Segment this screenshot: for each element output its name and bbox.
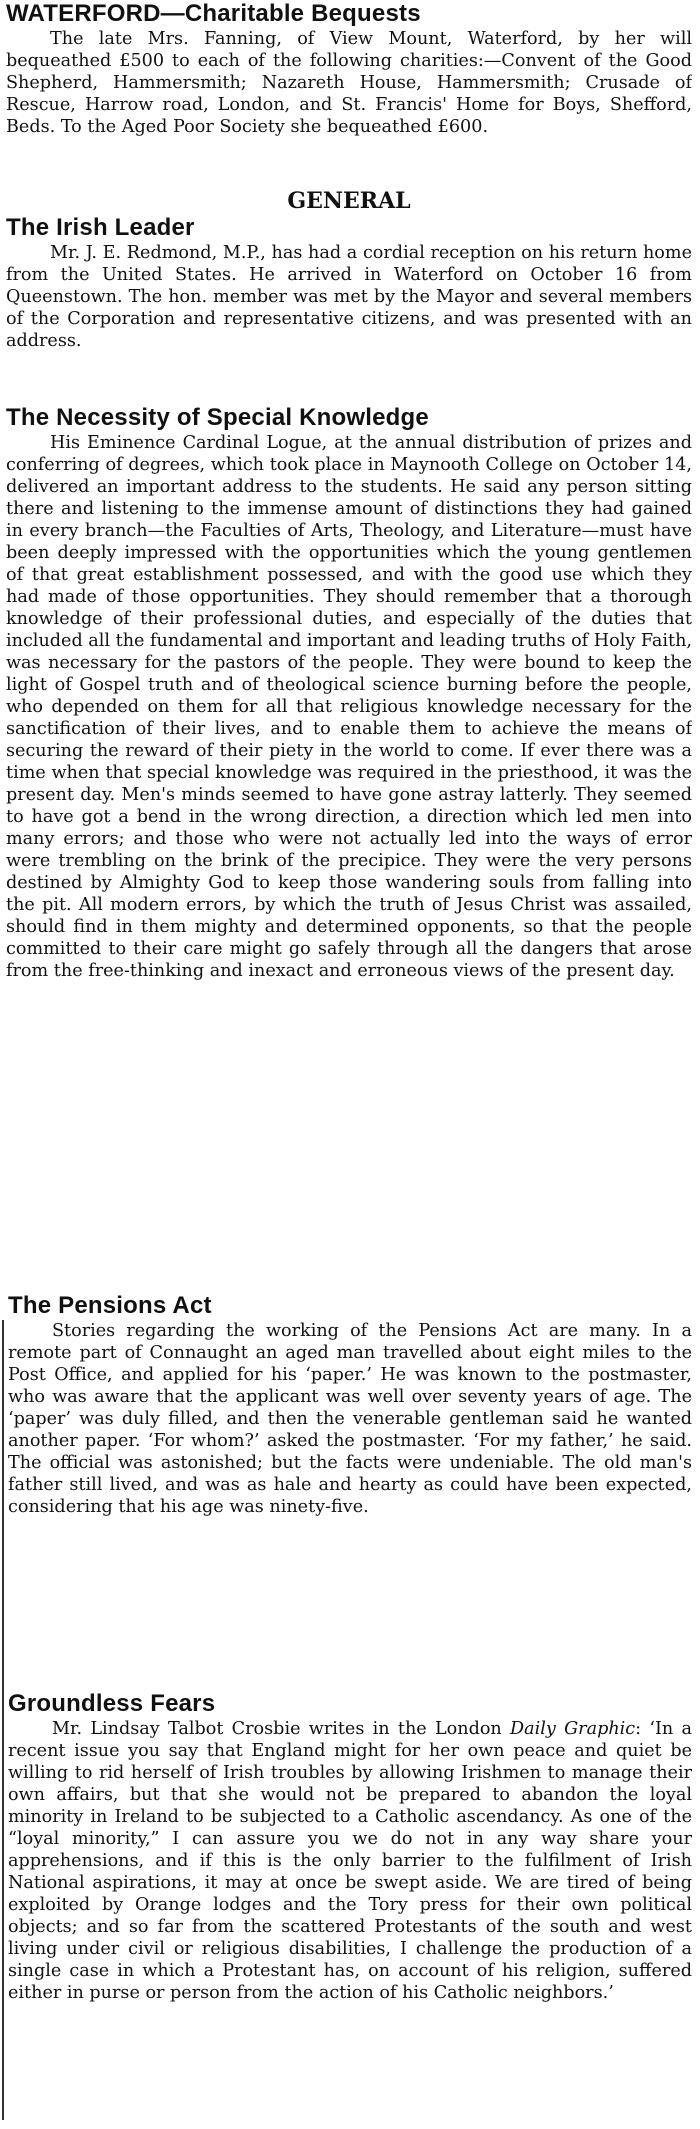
section-heading: GENERAL xyxy=(287,188,411,214)
article-heading: The Pensions Act xyxy=(8,1292,212,1319)
article-body xyxy=(6,1718,692,2004)
article-waterford xyxy=(6,0,692,188)
article-body: Stories regarding the working of the Pensions Act are many. In a remote part of Connaught an aged man travelled about eight miles to the Post Office, and applied for his ‘paper.’ He was known to the postmaster, who was aware that the applicant was well over seventy years of age. The ‘paper’ was duly filled, and then the venerable gentleman said he wanted another paper. ‘For whom?’ asked the postmaster. ‘For my father,’ he said. The official was astonished; but the facts were undeniable. The old man's father still lived, and was as hale and hearty as could have been expected, considering that his age was ninety-five. xyxy=(8,1321,692,1517)
publication-title: Daily Graphic xyxy=(510,1719,636,1739)
article-body: Mr. J. E. Redmond, M.P., has had a cordial reception on his return home from the United States. He arrived in Waterford on October 16 from Queenstown. The hon. member was met by the Mayor and several members of the Corporation and representative citizens, and was presented with an address. xyxy=(6,243,692,351)
column-rule xyxy=(2,1320,4,2120)
article-heading: WATERFORD—Charitable Bequests xyxy=(6,0,421,27)
article-body-lead: Mr. Lindsay Talbot Crosbie writes in the London xyxy=(52,1719,511,1739)
article-heading: The Irish Leader xyxy=(6,214,195,241)
article-body-rest: : ‘In a recent issue you say that England might for her own peace and quiet be willing to rid herself of Irish troubles by allowing Irishmen to manage their own affairs, but that she would not be prepared to abandon the loyal minority in Ireland to be subjected to a Catholic ascendancy. As one of the “loyal minority,” I can assure you we do not in any way share your apprehensions, and if this is the only barrier to the fulfilment of Irish National aspirations, it may at once be swept aside. We are tired of being exploited by Orange lodges and the Tory press for their own political objects; and so far from the scattered Protestants of the south and west living under civil or religious disabilities, I challenge the production of a single case in which a Protestant has, on account of his religion, suffered either in purse or person from the action of his Catholic neighbors.’ xyxy=(8,1719,692,2003)
article-irish-leader xyxy=(6,214,692,404)
article-heading: Groundless Fears xyxy=(8,1690,216,1717)
section-general xyxy=(6,188,692,214)
article-body: His Eminence Cardinal Logue, at the annual distribution of prizes and conferring of degrees, which took place in Maynooth College on October 14, delivered an important address to the students. He said any person sitting there and listening to the immense amount of distinctions they had gained in every branch—the Faculties of Arts, Theology, and Literature—must have been deeply impressed with the opportunities which the young gentlemen of that great establishment possessed, and with the good use which they had made of those opportunities. They should remember that a thorough knowledge of their professional duties, and especially of the duties that included all the fundamental and important and leading truths of Holy Faith, was necessary for the pastors of the people. They were bound to keep the light of Gospel truth and of theological science burning before the people, who depended on them for all that religious knowledge necessary for the sanctification of their lives, and to enable them to achieve the means of securing the reward of their piety in the world to come. If ever there was a time when that special knowledge was required in the priesthood, it was the present day. Men's minds seemed to have gone astray latterly. They seemed to have got a bend in the wrong direction, a direction which led men into many errors; and those who were not actually led into the ways of error were trembling on the brink of the precipice. They were the very persons destined by Almighty God to keep those wandering souls from falling into the pit. All modern errors, by which the truth of Jesus Christ was assailed, should find in them mighty and determined opponents, so that the people committed to their care might go safely through all the dangers that arose from the free-thinking and inexact and erroneous views of the present day. xyxy=(6,433,692,981)
article-heading: The Necessity of Special Knowledge xyxy=(6,404,429,431)
article-special-knowledge xyxy=(6,404,692,1292)
article-body: The late Mrs. Fanning, of View Mount, Waterford, by her will bequeathed £500 to each of the following charities:—Convent of the Good Shepherd, Hammersmith; Nazareth House, Hammersmith; Crusade of Rescue, Harrow road, London, and St. Francis' Home for Boys, Shefford, Beds. To the Aged Poor Society she bequeathed £600. xyxy=(6,29,692,137)
article-groundless-fears xyxy=(6,1690,692,2122)
article-pensions-act xyxy=(6,1292,692,1690)
